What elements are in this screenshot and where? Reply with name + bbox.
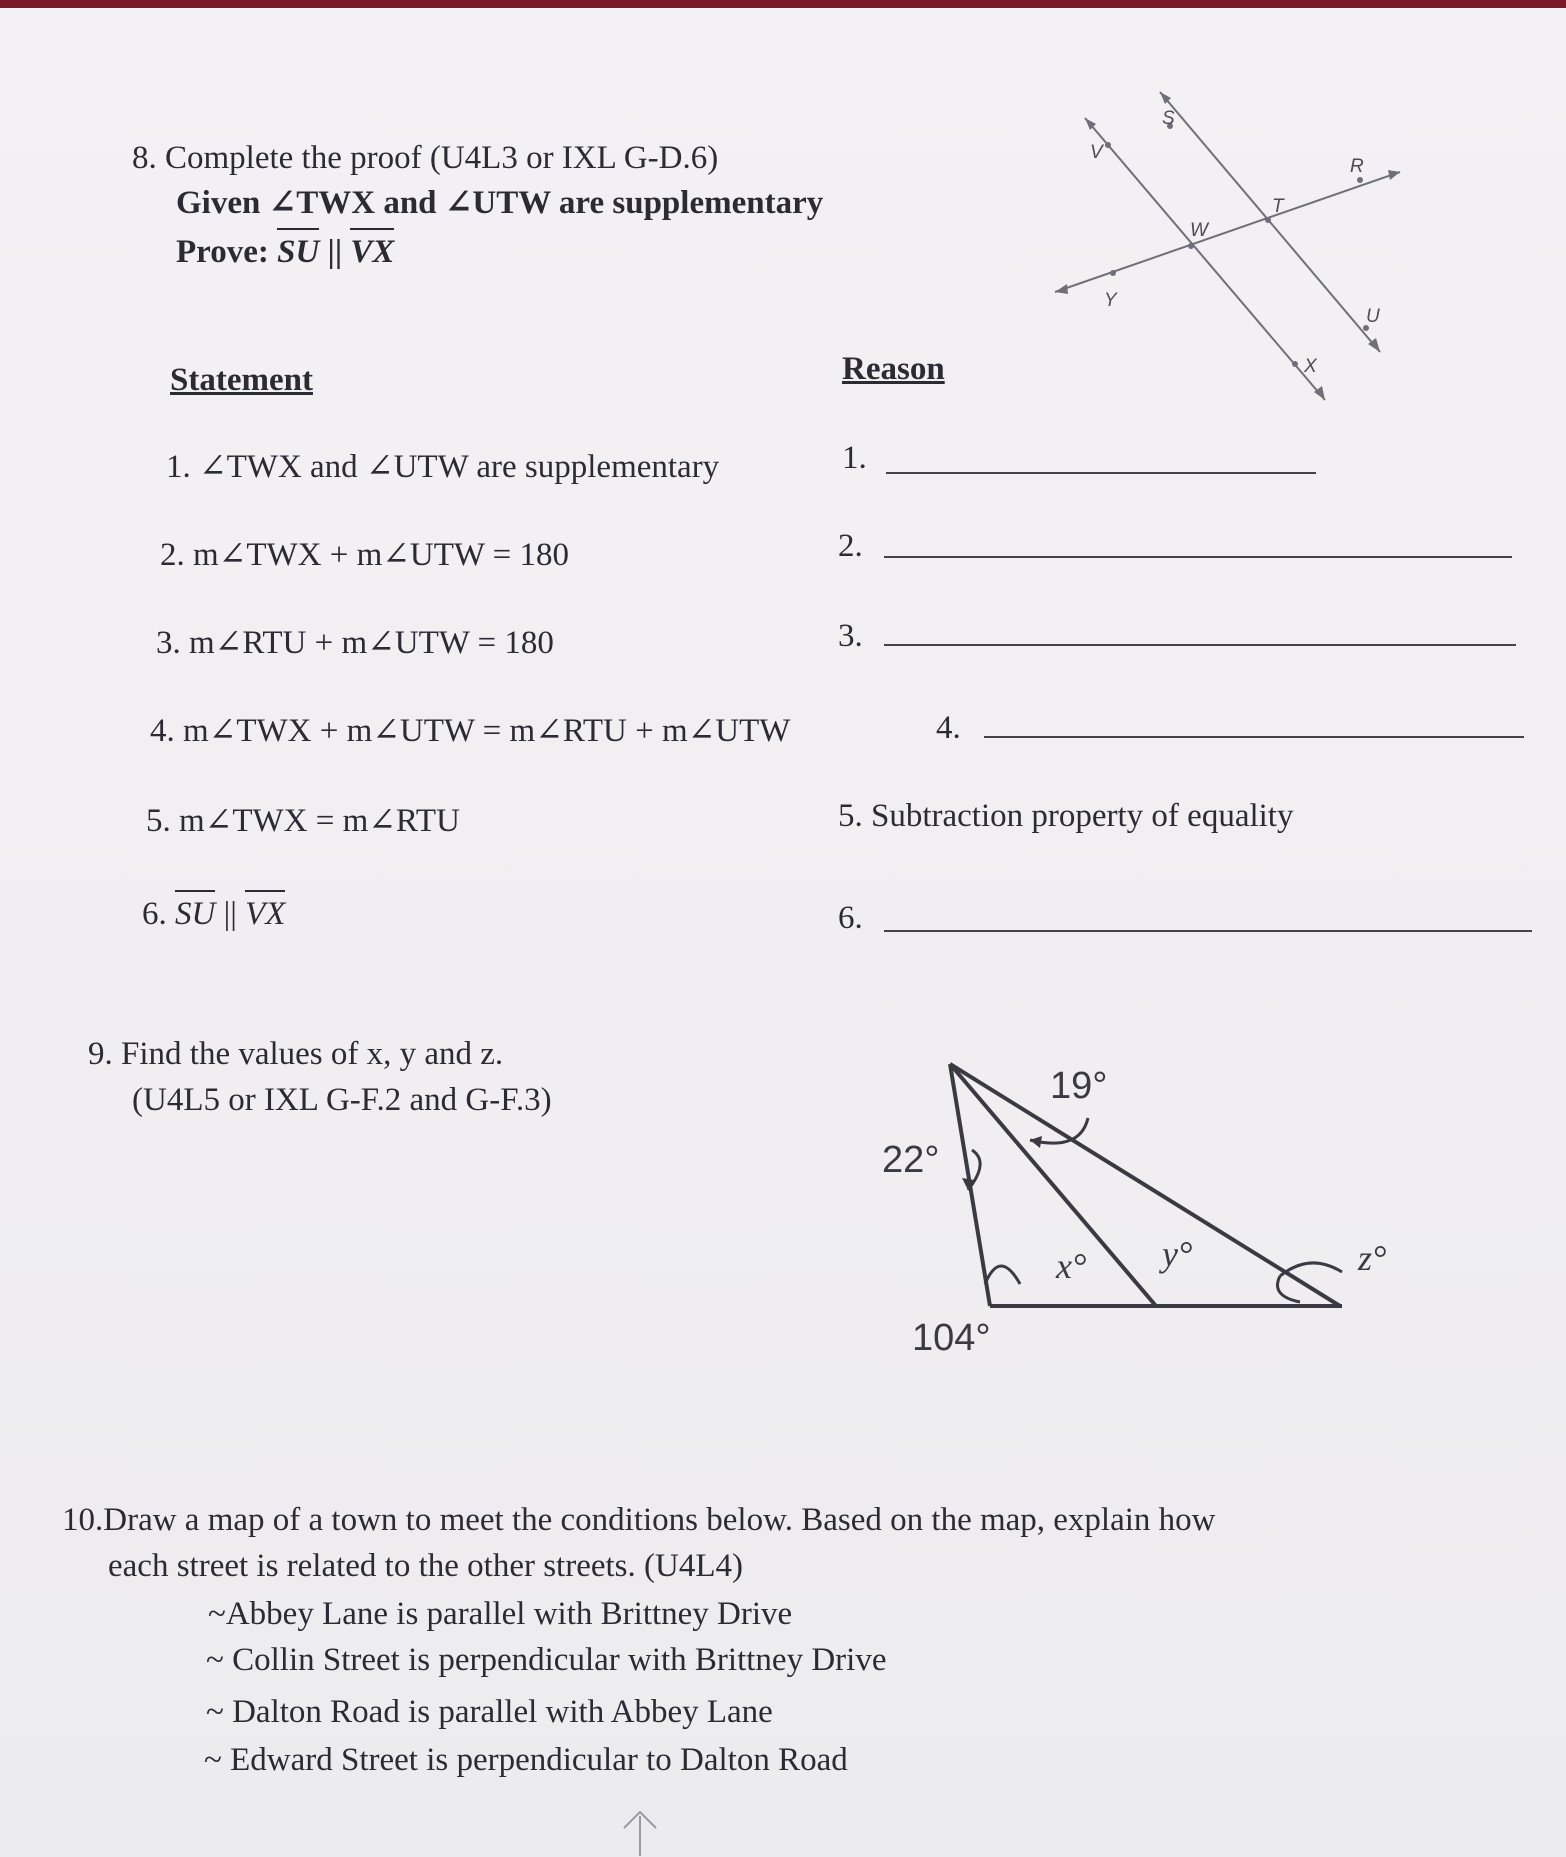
- statement-3: 3. m∠RTU + m∠UTW = 180: [156, 625, 554, 661]
- top-edge: [0, 0, 1566, 8]
- reason-4-blank[interactable]: [984, 736, 1524, 738]
- reason-1-number: 1.: [842, 440, 867, 476]
- label-t: T: [1272, 196, 1284, 217]
- q9-line2: (U4L5 or IXL G-F.2 and G-F.3): [132, 1082, 552, 1118]
- angle-y-label: y°: [1162, 1234, 1193, 1274]
- statement-5: 5. m∠TWX = m∠RTU: [146, 803, 460, 839]
- statement-6-line-vx: VX: [245, 896, 286, 932]
- reason-header: Reason: [842, 351, 945, 387]
- label-w: W: [1190, 220, 1208, 241]
- label-v: V: [1090, 142, 1103, 163]
- line-vx: [1085, 118, 1325, 400]
- condition-3: ~ Dalton Road is parallel with Abbey Lane: [206, 1694, 773, 1730]
- statement-header: Statement: [170, 362, 313, 398]
- label-x: X: [1304, 356, 1317, 377]
- statement-6: [142, 896, 285, 933]
- reason-4-number: 4.: [936, 710, 961, 746]
- statement-6-number: 6.: [142, 896, 167, 932]
- reason-5: 5. Subtraction property of equality: [838, 798, 1294, 834]
- label-u: U: [1366, 306, 1380, 327]
- point-w: [1188, 243, 1194, 249]
- line-yr: [1055, 172, 1400, 292]
- prove-line-su: SU: [277, 234, 320, 270]
- arrow-19: [1030, 1136, 1042, 1148]
- angle-z-label: z°: [1358, 1238, 1387, 1278]
- pencil-mark-arrow: [610, 1800, 670, 1857]
- triangle-diagram: [860, 1040, 1420, 1380]
- angle-104-label: 104°: [912, 1317, 991, 1359]
- reason-1-blank[interactable]: [886, 472, 1316, 474]
- arc-104: [985, 1266, 1020, 1284]
- point-x: [1292, 361, 1298, 367]
- prove-label: Prove:: [176, 234, 269, 270]
- reason-2-number: 2.: [838, 528, 863, 564]
- point-t: [1265, 217, 1271, 223]
- reason-3-number: 3.: [838, 618, 863, 654]
- prove-line-vx: VX: [350, 234, 395, 270]
- parallel-symbol: ||: [327, 234, 343, 270]
- point-y: [1110, 270, 1116, 276]
- q10-line2: each street is related to the other streets. (U4L4): [108, 1548, 743, 1584]
- angle-x-label: x°: [1056, 1246, 1087, 1286]
- condition-2: ~ Collin Street is perpendicular with Brittney Drive: [206, 1642, 887, 1678]
- reason-6-blank[interactable]: [884, 930, 1532, 932]
- statement-2: 2. m∠TWX + m∠UTW = 180: [160, 537, 570, 573]
- label-r: R: [1350, 156, 1364, 177]
- label-y: Y: [1104, 290, 1117, 311]
- condition-1: ~Abbey Lane is parallel with Brittney Drive: [208, 1596, 793, 1632]
- q8-given: Given ∠TWX and ∠UTW are supplementary: [176, 185, 824, 221]
- reason-6-number: 6.: [838, 900, 863, 936]
- statement-6-line-su: SU: [175, 896, 216, 932]
- condition-4: ~ Edward Street is perpendicular to Dalton Road: [204, 1742, 848, 1778]
- point-r: [1357, 177, 1363, 183]
- statement-4: 4. m∠TWX + m∠UTW = m∠RTU + m∠UTW: [150, 713, 791, 749]
- angle-19-label: 19°: [1050, 1065, 1108, 1107]
- q8-title: 8. Complete the proof (U4L3 or IXL G-D.6): [132, 140, 719, 176]
- q9-line1: 9. Find the values of x, y and z.: [88, 1036, 504, 1072]
- q10-line1: 10.Draw a map of a town to meet the conditions below. Based on the map, explain how: [62, 1502, 1216, 1538]
- reason-2-blank[interactable]: [884, 556, 1512, 558]
- parallel-lines-diagram: [1040, 80, 1420, 410]
- reason-3-blank[interactable]: [884, 644, 1516, 646]
- angle-22-label: 22°: [882, 1139, 940, 1181]
- statement-6-parallel: ||: [223, 896, 237, 932]
- statement-1: 1. ∠TWX and ∠UTW are supplementary: [166, 449, 720, 485]
- label-s: S: [1162, 108, 1175, 129]
- q8-prove: [176, 234, 394, 271]
- point-v: [1105, 142, 1111, 148]
